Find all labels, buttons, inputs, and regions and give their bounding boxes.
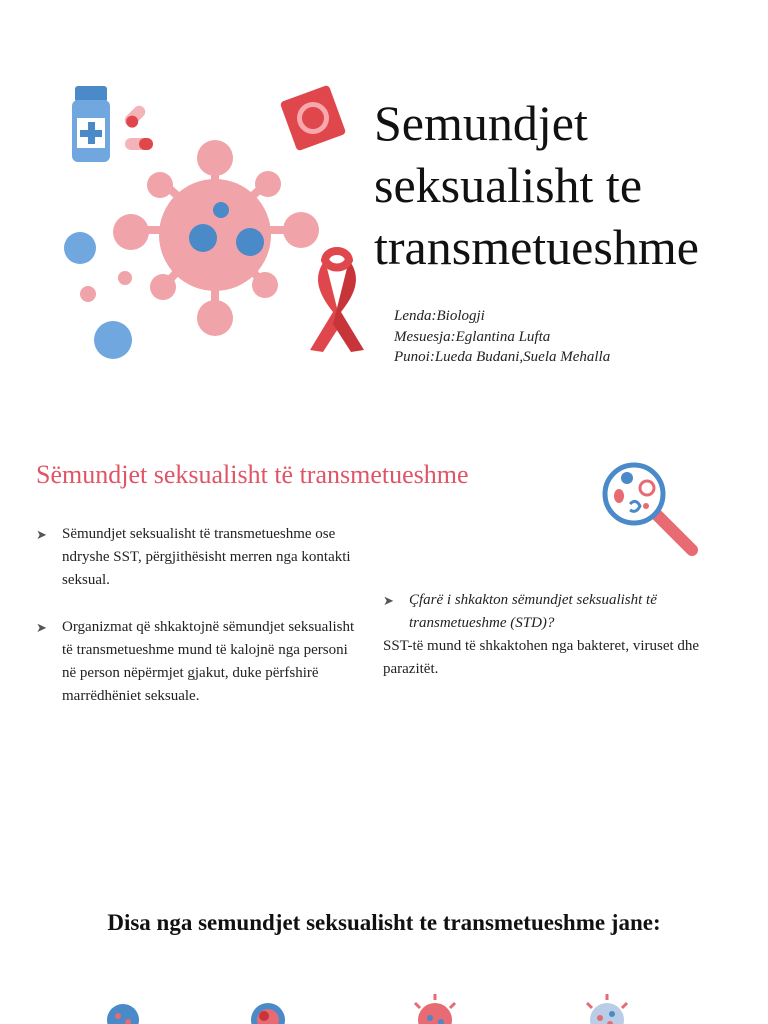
virus-icon [415, 994, 455, 1024]
cause-question [383, 589, 733, 681]
pills-icon [122, 103, 153, 150]
awareness-ribbon-icon [310, 251, 364, 352]
section-heading: Sëmundjet seksualisht të transmetueshme [36, 460, 469, 489]
virus-icon [113, 140, 319, 336]
arrow-bullet-icon: ➤ [383, 593, 394, 608]
title-line-1: Semundjet [374, 95, 588, 151]
credit-authors: Punoi:Lueda Budani,Suela Mehalla [394, 349, 611, 365]
question-text: Çfarë i shkakton sëmundjet seksualisht të transmetueshme (STD)? [409, 592, 657, 631]
disease-icons-row [0, 992, 768, 1024]
bacteria-icon [107, 1004, 139, 1024]
condom-icon [280, 85, 347, 152]
list-item [36, 523, 356, 592]
credit-subject: Lenda:Biologji [394, 308, 485, 324]
cell-icon [251, 1003, 285, 1024]
magnifier-microbes-icon [600, 462, 704, 560]
title-line-2: seksualisht te [374, 157, 643, 213]
cover-illustration [55, 80, 375, 380]
arrow-bullet-icon: ➤ [36, 620, 47, 635]
bullet-text: Organizmat që shkaktojnë sëmundjet seksualisht të transmetueshme mund të kalojnë nga personi në person nëpërmjet gjakut, duke përfshirë marrëdhëniet seksuale. [62, 619, 355, 704]
cell-icon [64, 232, 96, 264]
diseases-heading: Disa nga semundjet seksualisht te transmetueshme jane: [107, 910, 661, 935]
medicine-bottle-icon [72, 86, 110, 162]
list-item [383, 589, 733, 635]
answer-text: SST-të mund të shkaktohen nga bakteret, viruset dhe parazitët. [383, 638, 700, 677]
arrow-bullet-icon: ➤ [36, 527, 47, 542]
page-title [374, 92, 754, 278]
title-line-3: transmetueshme [374, 219, 699, 275]
list-item [36, 616, 356, 708]
credit-teacher: Mesuesja:Eglantina Lufta [394, 328, 551, 345]
intro-bullets [36, 523, 356, 708]
virus-icon [587, 994, 627, 1024]
bullet-text: Sëmundjet seksualisht të transmetueshme ose ndryshe SST, përgjithësisht merren nga kontakti seksual. [62, 526, 351, 588]
credits [394, 306, 610, 368]
